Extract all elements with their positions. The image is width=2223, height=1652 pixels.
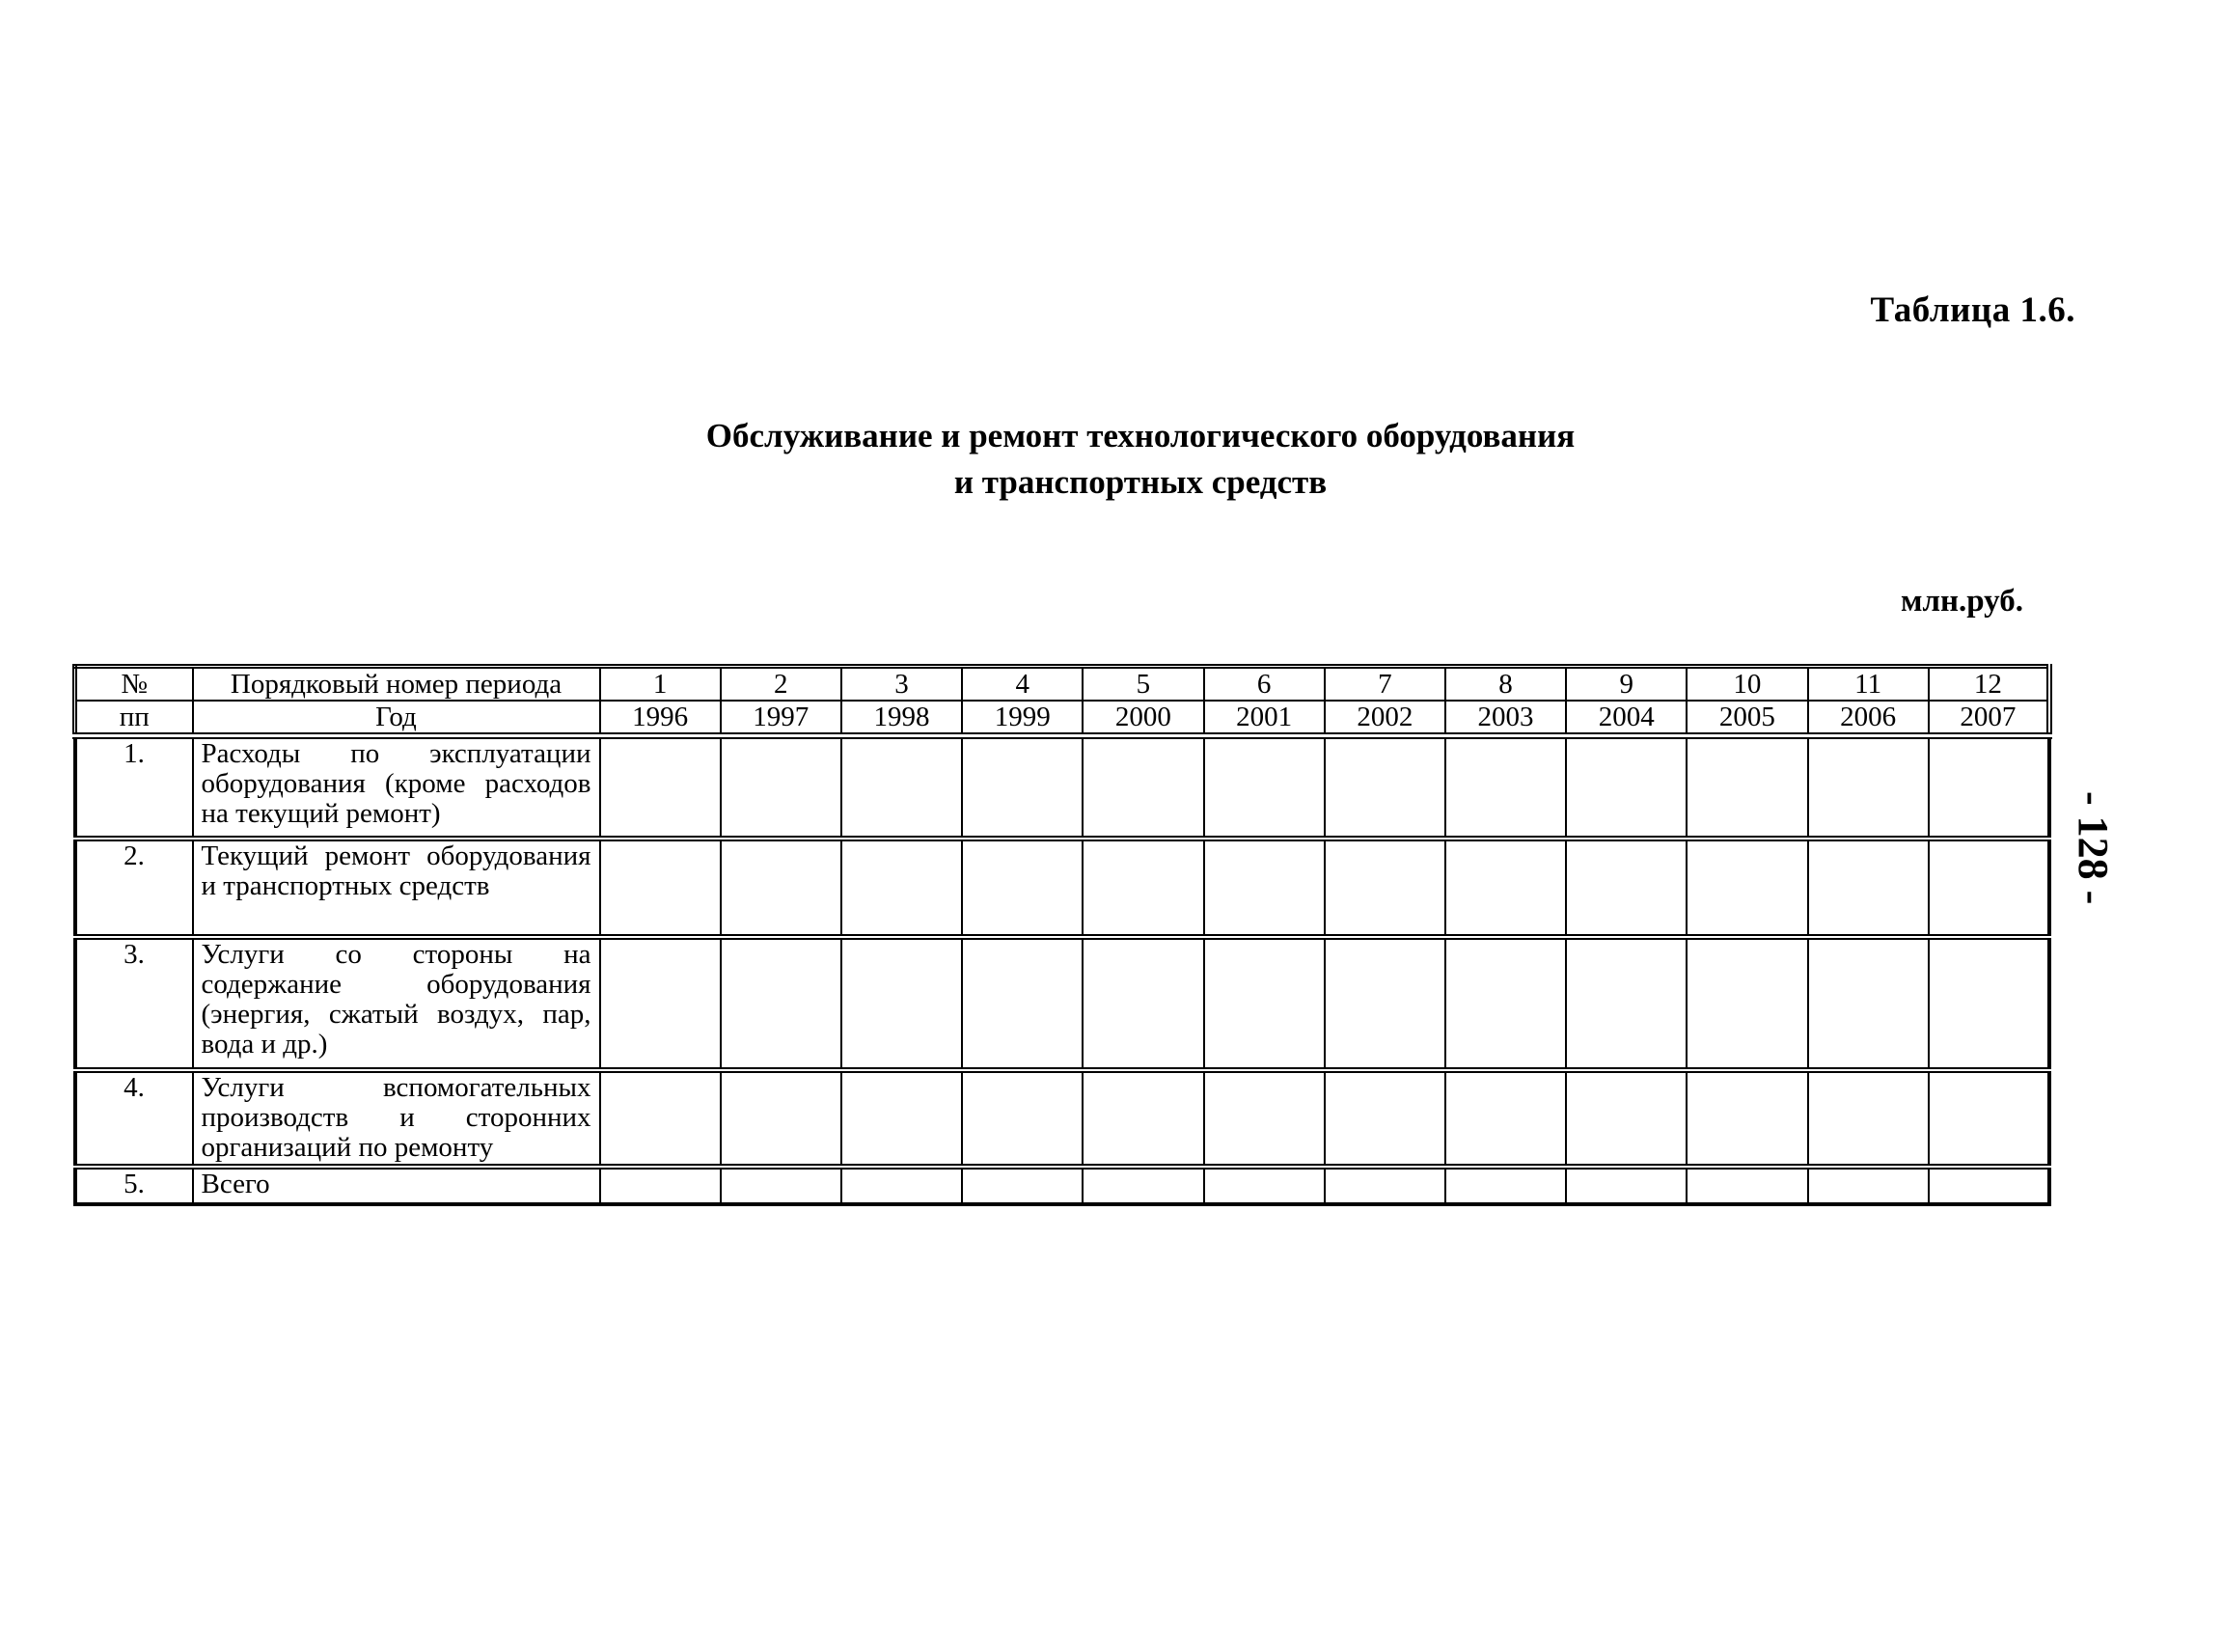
value-cell	[1566, 1070, 1687, 1167]
year-cell: 2003	[1445, 701, 1566, 736]
period-cell: 11	[1808, 667, 1929, 702]
row-label: Всего	[193, 1167, 600, 1204]
title-line-1: Обслуживание и ремонт технологического оборудования	[705, 417, 1576, 454]
year-cell: 2002	[1325, 701, 1445, 736]
value-cell	[962, 937, 1083, 1070]
table-row	[75, 839, 2050, 937]
value-cell	[1566, 937, 1687, 1070]
year-cell: 1998	[841, 701, 962, 736]
year-cell: 2005	[1687, 701, 1807, 736]
value-cell	[1445, 937, 1566, 1070]
table-row	[75, 1167, 2050, 1204]
value-cell	[1687, 839, 1807, 937]
year-cell: 2006	[1808, 701, 1929, 736]
year-cell: 2001	[1204, 701, 1325, 736]
value-cell	[1083, 937, 1203, 1070]
year-cell: 2007	[1929, 701, 2049, 736]
value-cell	[1808, 1070, 1929, 1167]
value-cell	[600, 1167, 721, 1204]
value-cell	[1204, 1070, 1325, 1167]
value-cell	[1325, 839, 1445, 937]
value-cell	[721, 839, 841, 937]
header-pp: пп	[75, 701, 193, 736]
period-cell: 12	[1929, 667, 2049, 702]
value-cell	[1325, 1167, 1445, 1204]
row-label: Текущий ремонт оборудования и транспортных средств	[193, 839, 600, 937]
period-cell: 8	[1445, 667, 1566, 702]
period-cell: 10	[1687, 667, 1807, 702]
row-label: Услуги вспомогательных производств и сторонних организаций по ремонту	[193, 1070, 600, 1167]
value-cell	[1687, 937, 1807, 1070]
year-cell: 1997	[721, 701, 841, 736]
value-cell	[1083, 1167, 1203, 1204]
period-cell: 6	[1204, 667, 1325, 702]
value-cell	[962, 1070, 1083, 1167]
value-cell	[721, 937, 841, 1070]
value-cell	[1566, 1167, 1687, 1204]
header-row-year	[75, 701, 2050, 736]
value-cell	[1445, 736, 1566, 840]
row-label: Расходы по эксплуатации оборудования (кроме расходов на текущий ремонт)	[193, 736, 600, 840]
value-cell	[841, 736, 962, 840]
value-cell	[962, 1167, 1083, 1204]
period-cell: 2	[721, 667, 841, 702]
row-number: 1.	[75, 736, 193, 840]
cost-table	[72, 664, 2052, 1206]
value-cell	[1808, 736, 1929, 840]
value-cell	[1204, 736, 1325, 840]
value-cell	[1083, 1070, 1203, 1167]
value-cell	[841, 937, 962, 1070]
cost-table-body	[75, 667, 2050, 1205]
value-cell	[600, 1070, 721, 1167]
header-year-label: Год	[193, 701, 600, 736]
value-cell	[962, 839, 1083, 937]
period-cell: 9	[1566, 667, 1687, 702]
value-cell	[1929, 736, 2049, 840]
value-cell	[1566, 736, 1687, 840]
period-cell: 3	[841, 667, 962, 702]
document-title	[0, 413, 2223, 506]
value-cell	[1687, 736, 1807, 840]
row-number: 4.	[75, 1070, 193, 1167]
value-cell	[1325, 1070, 1445, 1167]
value-cell	[1929, 937, 2049, 1070]
title-line-2: и транспортных средств	[953, 463, 1328, 501]
value-cell	[1687, 1167, 1807, 1204]
value-cell	[1929, 839, 2049, 937]
value-cell	[600, 937, 721, 1070]
units-label: млн.руб.	[1901, 584, 2023, 619]
value-cell	[1687, 1070, 1807, 1167]
year-cell: 1996	[600, 701, 721, 736]
value-cell	[721, 1070, 841, 1167]
value-cell	[841, 1070, 962, 1167]
value-cell	[600, 736, 721, 840]
row-number: 5.	[75, 1167, 193, 1204]
value-cell	[1325, 736, 1445, 840]
period-cell: 1	[600, 667, 721, 702]
row-number: 2.	[75, 839, 193, 937]
value-cell	[1445, 839, 1566, 937]
period-cell: 7	[1325, 667, 1445, 702]
value-cell	[841, 839, 962, 937]
table-row	[75, 1070, 2050, 1167]
value-cell	[1204, 937, 1325, 1070]
value-cell	[1204, 1167, 1325, 1204]
value-cell	[1445, 1167, 1566, 1204]
year-cell: 1999	[962, 701, 1083, 736]
period-cell: 4	[962, 667, 1083, 702]
value-cell	[1083, 839, 1203, 937]
header-row-period	[75, 667, 2050, 702]
value-cell	[1325, 937, 1445, 1070]
value-cell	[721, 1167, 841, 1204]
period-cell: 5	[1083, 667, 1203, 702]
value-cell	[1566, 839, 1687, 937]
table-row	[75, 736, 2050, 840]
page-number-mark: - 128 -	[2070, 791, 2117, 905]
value-cell	[1808, 839, 1929, 937]
value-cell	[1083, 736, 1203, 840]
value-cell	[1929, 1070, 2049, 1167]
value-cell	[721, 736, 841, 840]
header-no: №	[75, 667, 193, 702]
table-row	[75, 937, 2050, 1070]
header-period-label: Порядковый номер периода	[193, 667, 600, 702]
year-cell: 2004	[1566, 701, 1687, 736]
value-cell	[841, 1167, 962, 1204]
value-cell	[600, 839, 721, 937]
row-number: 3.	[75, 937, 193, 1070]
value-cell	[1929, 1167, 2049, 1204]
value-cell	[1808, 937, 1929, 1070]
row-label: Услуги со стороны на содержание оборудования (энергия, сжатый воздух, пар, вода и др.)	[193, 937, 600, 1070]
value-cell	[962, 736, 1083, 840]
table-label: Таблица 1.6.	[1870, 290, 2075, 330]
value-cell	[1445, 1070, 1566, 1167]
value-cell	[1204, 839, 1325, 937]
year-cell: 2000	[1083, 701, 1203, 736]
value-cell	[1808, 1167, 1929, 1204]
